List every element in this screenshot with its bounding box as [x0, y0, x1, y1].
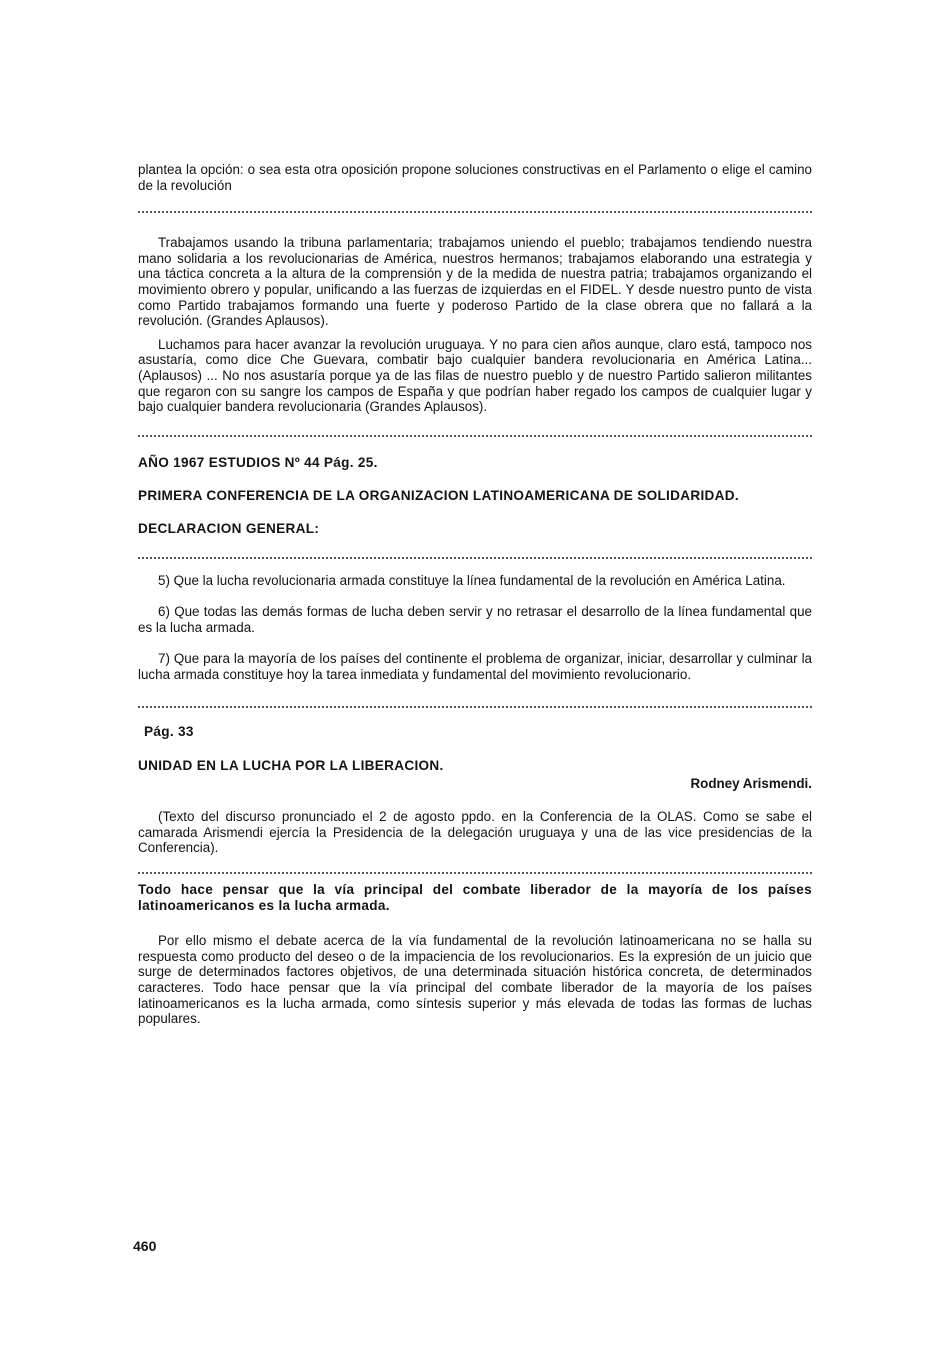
document-page [138, 162, 812, 1027]
conference-title: PRIMERA CONFERENCIA DE LA ORGANIZACION LATINOAMERICANA DE SOLIDARIDAD. [138, 488, 739, 504]
declaration-item-7: 7) Que para la mayoría de los países del continente el problema de organizar, iniciar, desarrollar y culminar la lucha armada constituye hoy la tarea inmediata y fundamental del movimiento revolucionario. [138, 651, 812, 682]
declaration-item-5: 5) Que la lucha revolucionaria armada constituye la línea fundamental de la revolución en América Latina. [158, 572, 786, 588]
dotted-separator [138, 429, 812, 437]
highlight-statement: Todo hace pensar que la vía principal del combate liberador de la mayoría de los países latinoamericanos es la lucha armada. [138, 882, 812, 913]
speech-body: Por ello mismo el debate acerca de la vía fundamental de la revolución latinoamericana no se halla su respuesta como producto del deseo o de la impaciencia de los revolucionarios. Es la expresión de un juicio que surge de determinados factores objetivos, de una determinada situación histórica concreta, de determinados caracteres. Todo hace pensar que la vía principal del combate liberador de la mayoría de los países latinoamericanos es la lucha armada, como síntesis superior y más elevada de todas las formas de luchas populares. [138, 933, 812, 1027]
dotted-separator [138, 866, 812, 874]
dotted-separator [138, 205, 812, 213]
page-number: 460 [133, 1238, 157, 1254]
page-reference: Pág. 33 [144, 724, 194, 740]
author-name: Rodney Arismendi. [690, 775, 812, 791]
paragraph-trabajamos: Trabajamos usando la tribuna parlamentaria; trabajamos uniendo el pueblo; trabajamos tendiendo nuestra mano solidaria a los revolucionarias de América, nuestros hermanos; trabajamos elaborando una estrategia y una táctica concreta a la altura de la comprensión y de la medida de nuestra patria; trabajamos organizando el movimiento obrero y popular, unificando a las fuerzas de izquierdas en el FIDEL. Y desde nuestro punto de vista como Partido trabajamos formando una fuerte y poderoso Partido de la clase obrera que no fallará a la revolución. (Grandes Aplausos). [138, 235, 812, 329]
declaration-heading: DECLARACION GENERAL: [138, 520, 320, 536]
speech-note: (Texto del discurso pronunciado el 2 de agosto ppdo. en la Conferencia de la OLAS. Como se sabe el camarada Arismendi ejercía la Presidencia de la delegación uruguaya y una de las vice presidencias de la Conferencia). [138, 809, 812, 856]
dotted-separator [138, 700, 812, 708]
intro-paragraph: plantea la opción: o sea esta otra oposición propone soluciones constructivas en el Parlamento o elige el camino de la revolución [138, 162, 812, 193]
source-reference: AÑO 1967 ESTUDIOS Nº 44 Pág. 25. [138, 454, 378, 470]
declaration-item-6: 6) Que todas las demás formas de lucha deben servir y no retrasar el desarrollo de la línea fundamental que es la lucha armada. [138, 604, 812, 635]
paragraph-luchamos: Luchamos para hacer avanzar la revolución uruguaya. Y no para cien años aunque, claro está, tampoco nos asustaría, como dice Che Guevara, combatir bajo cualquier bandera revolucionaria en América Latina... (Aplausos) ... No nos asustaría porque ya de las filas de nuestro pueblo y de nuestro Partido salieron militantes que regaron con su sangre los campos de España y que podrían haber regado los campos de cualquier lugar y bajo cualquier bandera revolucionaria (Grandes Aplausos). [138, 336, 812, 415]
speech-title: UNIDAD EN LA LUCHA POR LA LIBERACION. [138, 758, 444, 774]
dotted-separator [138, 551, 812, 559]
